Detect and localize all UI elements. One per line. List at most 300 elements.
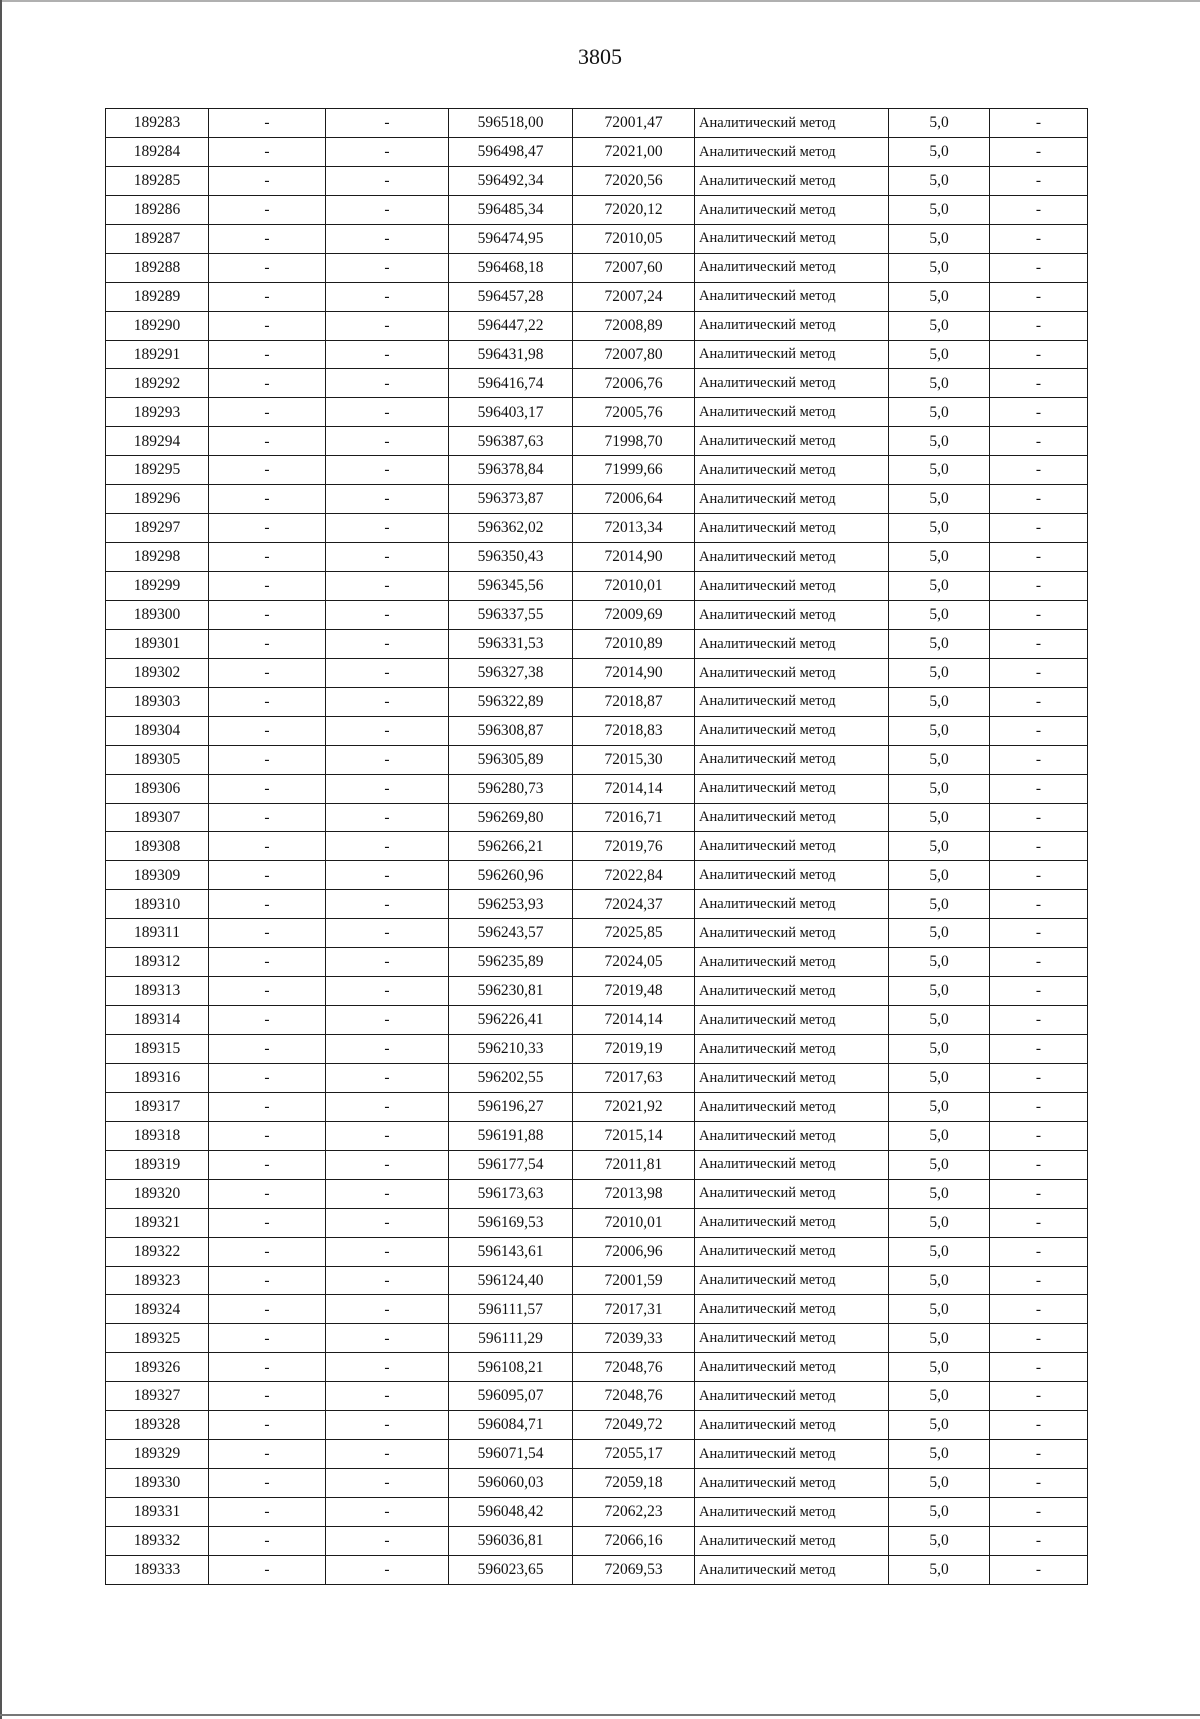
table-row — [106, 398, 1088, 427]
accuracy-cell: 5,0 — [889, 1150, 990, 1179]
point-id-cell: 189310 — [106, 890, 209, 919]
table-row — [106, 803, 1088, 832]
empty-cell-2: - — [326, 1092, 449, 1121]
point-id-cell: 189322 — [106, 1237, 209, 1266]
empty-cell-1: - — [209, 1526, 326, 1555]
empty-cell-3: - — [990, 1208, 1088, 1237]
coord-y-cell: 72069,53 — [573, 1555, 695, 1584]
point-id-cell: 189298 — [106, 543, 209, 572]
coord-x-cell: 596447,22 — [449, 311, 573, 340]
coord-y-cell: 72006,96 — [573, 1237, 695, 1266]
empty-cell-1: - — [209, 109, 326, 138]
empty-cell-2: - — [326, 861, 449, 890]
empty-cell-3: - — [990, 1555, 1088, 1584]
table-row — [106, 109, 1088, 138]
method-cell: Аналитический метод — [695, 137, 889, 166]
empty-cell-1: - — [209, 1179, 326, 1208]
accuracy-cell: 5,0 — [889, 1179, 990, 1208]
empty-cell-1: - — [209, 572, 326, 601]
accuracy-cell: 5,0 — [889, 166, 990, 195]
empty-cell-1: - — [209, 1063, 326, 1092]
table-row — [106, 1411, 1088, 1440]
accuracy-cell: 5,0 — [889, 1092, 990, 1121]
coord-x-cell: 596474,95 — [449, 224, 573, 253]
point-id-cell: 189283 — [106, 109, 209, 138]
accuracy-cell: 5,0 — [889, 977, 990, 1006]
table-row — [106, 253, 1088, 282]
method-cell: Аналитический метод — [695, 1092, 889, 1121]
coord-x-cell: 596253,93 — [449, 890, 573, 919]
accuracy-cell: 5,0 — [889, 340, 990, 369]
table-row — [106, 1006, 1088, 1035]
method-cell: Аналитический метод — [695, 1295, 889, 1324]
method-cell: Аналитический метод — [695, 890, 889, 919]
accuracy-cell: 5,0 — [889, 1295, 990, 1324]
accuracy-cell: 5,0 — [889, 832, 990, 861]
coord-x-cell: 596305,89 — [449, 745, 573, 774]
method-cell: Аналитический метод — [695, 948, 889, 977]
coord-y-cell: 72017,31 — [573, 1295, 695, 1324]
method-cell: Аналитический метод — [695, 543, 889, 572]
point-id-cell: 189289 — [106, 282, 209, 311]
empty-cell-3: - — [990, 137, 1088, 166]
coord-x-cell: 596023,65 — [449, 1555, 573, 1584]
empty-cell-2: - — [326, 224, 449, 253]
empty-cell-2: - — [326, 340, 449, 369]
table-row — [106, 919, 1088, 948]
coord-x-cell: 596403,17 — [449, 398, 573, 427]
empty-cell-3: - — [990, 1498, 1088, 1527]
empty-cell-2: - — [326, 1353, 449, 1382]
coord-y-cell: 72019,19 — [573, 1035, 695, 1064]
table-row — [106, 1121, 1088, 1150]
scan-edge-left — [0, 0, 2, 1719]
table-row — [106, 1353, 1088, 1382]
coord-x-cell: 596345,56 — [449, 572, 573, 601]
empty-cell-3: - — [990, 340, 1088, 369]
empty-cell-1: - — [209, 195, 326, 224]
empty-cell-3: - — [990, 369, 1088, 398]
method-cell: Аналитический метод — [695, 629, 889, 658]
page-number: 3805 — [578, 44, 622, 69]
coord-x-cell: 596260,96 — [449, 861, 573, 890]
empty-cell-2: - — [326, 1382, 449, 1411]
empty-cell-2: - — [326, 1469, 449, 1498]
empty-cell-2: - — [326, 109, 449, 138]
coord-x-cell: 596048,42 — [449, 1498, 573, 1527]
method-cell: Аналитический метод — [695, 1353, 889, 1382]
empty-cell-2: - — [326, 803, 449, 832]
accuracy-cell: 5,0 — [889, 398, 990, 427]
accuracy-cell: 5,0 — [889, 716, 990, 745]
empty-cell-3: - — [990, 1411, 1088, 1440]
coord-y-cell: 72014,14 — [573, 1006, 695, 1035]
coord-y-cell: 72008,89 — [573, 311, 695, 340]
table-row — [106, 1382, 1088, 1411]
empty-cell-2: - — [326, 1179, 449, 1208]
empty-cell-3: - — [990, 456, 1088, 485]
coord-x-cell: 596492,34 — [449, 166, 573, 195]
accuracy-cell: 5,0 — [889, 137, 990, 166]
method-cell: Аналитический метод — [695, 1063, 889, 1092]
accuracy-cell: 5,0 — [889, 803, 990, 832]
empty-cell-3: - — [990, 745, 1088, 774]
point-id-cell: 189292 — [106, 369, 209, 398]
empty-cell-3: - — [990, 224, 1088, 253]
point-id-cell: 189313 — [106, 977, 209, 1006]
point-id-cell: 189319 — [106, 1150, 209, 1179]
coord-x-cell: 596226,41 — [449, 1006, 573, 1035]
empty-cell-1: - — [209, 514, 326, 543]
table-row — [106, 1150, 1088, 1179]
coord-y-cell: 72010,01 — [573, 1208, 695, 1237]
method-cell: Аналитический метод — [695, 600, 889, 629]
empty-cell-1: - — [209, 543, 326, 572]
empty-cell-3: - — [990, 1179, 1088, 1208]
empty-cell-1: - — [209, 803, 326, 832]
coord-y-cell: 72020,56 — [573, 166, 695, 195]
empty-cell-1: - — [209, 1440, 326, 1469]
coord-x-cell: 596518,00 — [449, 109, 573, 138]
empty-cell-2: - — [326, 456, 449, 485]
table-row — [106, 166, 1088, 195]
coord-x-cell: 596280,73 — [449, 774, 573, 803]
method-cell: Аналитический метод — [695, 1498, 889, 1527]
empty-cell-1: - — [209, 1035, 326, 1064]
empty-cell-2: - — [326, 745, 449, 774]
empty-cell-3: - — [990, 109, 1088, 138]
coord-y-cell: 72006,64 — [573, 485, 695, 514]
accuracy-cell: 5,0 — [889, 195, 990, 224]
point-id-cell: 189304 — [106, 716, 209, 745]
method-cell: Аналитический метод — [695, 803, 889, 832]
empty-cell-3: - — [990, 1237, 1088, 1266]
empty-cell-2: - — [326, 1150, 449, 1179]
table-row — [106, 1092, 1088, 1121]
empty-cell-3: - — [990, 311, 1088, 340]
coord-y-cell: 72007,80 — [573, 340, 695, 369]
method-cell: Аналитический метод — [695, 253, 889, 282]
point-id-cell: 189308 — [106, 832, 209, 861]
coord-y-cell: 72013,98 — [573, 1179, 695, 1208]
empty-cell-2: - — [326, 253, 449, 282]
accuracy-cell: 5,0 — [889, 919, 990, 948]
accuracy-cell: 5,0 — [889, 282, 990, 311]
point-id-cell: 189332 — [106, 1526, 209, 1555]
point-id-cell: 189318 — [106, 1121, 209, 1150]
table-row — [106, 1179, 1088, 1208]
point-id-cell: 189303 — [106, 687, 209, 716]
coord-y-cell: 72015,30 — [573, 745, 695, 774]
empty-cell-1: - — [209, 1555, 326, 1584]
empty-cell-2: - — [326, 1006, 449, 1035]
empty-cell-1: - — [209, 485, 326, 514]
empty-cell-2: - — [326, 658, 449, 687]
coord-y-cell: 72039,33 — [573, 1324, 695, 1353]
coord-x-cell: 596111,57 — [449, 1295, 573, 1324]
accuracy-cell: 5,0 — [889, 629, 990, 658]
coord-x-cell: 596108,21 — [449, 1353, 573, 1382]
accuracy-cell: 5,0 — [889, 861, 990, 890]
empty-cell-3: - — [990, 1382, 1088, 1411]
empty-cell-3: - — [990, 1035, 1088, 1064]
accuracy-cell: 5,0 — [889, 514, 990, 543]
coord-y-cell: 72024,37 — [573, 890, 695, 919]
accuracy-cell: 5,0 — [889, 1469, 990, 1498]
empty-cell-3: - — [990, 832, 1088, 861]
point-id-cell: 189291 — [106, 340, 209, 369]
empty-cell-2: - — [326, 543, 449, 572]
coord-x-cell: 596173,63 — [449, 1179, 573, 1208]
empty-cell-3: - — [990, 1440, 1088, 1469]
empty-cell-2: - — [326, 514, 449, 543]
coord-x-cell: 596071,54 — [449, 1440, 573, 1469]
point-id-cell: 189284 — [106, 137, 209, 166]
empty-cell-3: - — [990, 890, 1088, 919]
method-cell: Аналитический метод — [695, 774, 889, 803]
coord-x-cell: 596266,21 — [449, 832, 573, 861]
coord-x-cell: 596373,87 — [449, 485, 573, 514]
method-cell: Аналитический метод — [695, 1006, 889, 1035]
empty-cell-1: - — [209, 427, 326, 456]
table-row — [106, 1555, 1088, 1584]
method-cell: Аналитический метод — [695, 514, 889, 543]
coord-y-cell: 72009,69 — [573, 600, 695, 629]
point-id-cell: 189312 — [106, 948, 209, 977]
accuracy-cell: 5,0 — [889, 369, 990, 398]
accuracy-cell: 5,0 — [889, 1526, 990, 1555]
accuracy-cell: 5,0 — [889, 253, 990, 282]
coord-y-cell: 72021,92 — [573, 1092, 695, 1121]
coord-x-cell: 596036,81 — [449, 1526, 573, 1555]
empty-cell-3: - — [990, 774, 1088, 803]
table-row — [106, 224, 1088, 253]
accuracy-cell: 5,0 — [889, 311, 990, 340]
table-row — [106, 977, 1088, 1006]
table-row — [106, 1035, 1088, 1064]
point-id-cell: 189301 — [106, 629, 209, 658]
empty-cell-1: - — [209, 1353, 326, 1382]
table-row — [106, 1324, 1088, 1353]
coord-x-cell: 596060,03 — [449, 1469, 573, 1498]
accuracy-cell: 5,0 — [889, 745, 990, 774]
accuracy-cell: 5,0 — [889, 1440, 990, 1469]
empty-cell-3: - — [990, 195, 1088, 224]
table-row — [106, 774, 1088, 803]
point-id-cell: 189286 — [106, 195, 209, 224]
method-cell: Аналитический метод — [695, 1469, 889, 1498]
method-cell: Аналитический метод — [695, 1179, 889, 1208]
table-row — [106, 572, 1088, 601]
coord-x-cell: 596143,61 — [449, 1237, 573, 1266]
table-row — [106, 1295, 1088, 1324]
accuracy-cell: 5,0 — [889, 109, 990, 138]
coord-y-cell: 72007,60 — [573, 253, 695, 282]
coord-x-cell: 596331,53 — [449, 629, 573, 658]
point-id-cell: 189305 — [106, 745, 209, 774]
empty-cell-3: - — [990, 1295, 1088, 1324]
point-id-cell: 189323 — [106, 1266, 209, 1295]
coord-y-cell: 72022,84 — [573, 861, 695, 890]
table-row — [106, 629, 1088, 658]
method-cell: Аналитический метод — [695, 427, 889, 456]
method-cell: Аналитический метод — [695, 282, 889, 311]
empty-cell-1: - — [209, 629, 326, 658]
empty-cell-2: - — [326, 1237, 449, 1266]
method-cell: Аналитический метод — [695, 224, 889, 253]
coord-y-cell: 72019,48 — [573, 977, 695, 1006]
empty-cell-3: - — [990, 977, 1088, 1006]
empty-cell-3: - — [990, 1353, 1088, 1382]
table-row — [106, 600, 1088, 629]
empty-cell-3: - — [990, 861, 1088, 890]
empty-cell-1: - — [209, 658, 326, 687]
table-row — [106, 1498, 1088, 1527]
accuracy-cell: 5,0 — [889, 456, 990, 485]
method-cell: Аналитический метод — [695, 977, 889, 1006]
coord-x-cell: 596269,80 — [449, 803, 573, 832]
coord-x-cell: 596084,71 — [449, 1411, 573, 1440]
accuracy-cell: 5,0 — [889, 687, 990, 716]
point-id-cell: 189288 — [106, 253, 209, 282]
method-cell: Аналитический метод — [695, 485, 889, 514]
accuracy-cell: 5,0 — [889, 1498, 990, 1527]
method-cell: Аналитический метод — [695, 1555, 889, 1584]
point-id-cell: 189290 — [106, 311, 209, 340]
point-id-cell: 189306 — [106, 774, 209, 803]
empty-cell-1: - — [209, 311, 326, 340]
empty-cell-3: - — [990, 253, 1088, 282]
empty-cell-2: - — [326, 1266, 449, 1295]
method-cell: Аналитический метод — [695, 1121, 889, 1150]
accuracy-cell: 5,0 — [889, 572, 990, 601]
table-row — [106, 687, 1088, 716]
point-id-cell: 189325 — [106, 1324, 209, 1353]
coord-y-cell: 72011,81 — [573, 1150, 695, 1179]
empty-cell-2: - — [326, 629, 449, 658]
table-row — [106, 195, 1088, 224]
table-row — [106, 1237, 1088, 1266]
coord-x-cell: 596468,18 — [449, 253, 573, 282]
table-row — [106, 890, 1088, 919]
coord-x-cell: 596202,55 — [449, 1063, 573, 1092]
coord-x-cell: 596457,28 — [449, 282, 573, 311]
empty-cell-2: - — [326, 948, 449, 977]
empty-cell-1: - — [209, 1266, 326, 1295]
point-id-cell: 189309 — [106, 861, 209, 890]
coord-y-cell: 72020,12 — [573, 195, 695, 224]
coord-y-cell: 72048,76 — [573, 1382, 695, 1411]
accuracy-cell: 5,0 — [889, 1006, 990, 1035]
coord-x-cell: 596362,02 — [449, 514, 573, 543]
method-cell: Аналитический метод — [695, 1382, 889, 1411]
point-id-cell: 189297 — [106, 514, 209, 543]
empty-cell-1: - — [209, 1295, 326, 1324]
empty-cell-1: - — [209, 253, 326, 282]
coord-y-cell: 72010,01 — [573, 572, 695, 601]
empty-cell-2: - — [326, 282, 449, 311]
method-cell: Аналитический метод — [695, 1526, 889, 1555]
table-row — [106, 369, 1088, 398]
accuracy-cell: 5,0 — [889, 1353, 990, 1382]
empty-cell-1: - — [209, 1121, 326, 1150]
scan-edge-bottom — [0, 1714, 1200, 1716]
empty-cell-2: - — [326, 1498, 449, 1527]
coord-y-cell: 72013,34 — [573, 514, 695, 543]
method-cell: Аналитический метод — [695, 340, 889, 369]
coord-x-cell: 596124,40 — [449, 1266, 573, 1295]
coord-y-cell: 72015,14 — [573, 1121, 695, 1150]
table-row — [106, 716, 1088, 745]
method-cell: Аналитический метод — [695, 369, 889, 398]
coord-x-cell: 596308,87 — [449, 716, 573, 745]
method-cell: Аналитический метод — [695, 1035, 889, 1064]
empty-cell-3: - — [990, 1469, 1088, 1498]
method-cell: Аналитический метод — [695, 1208, 889, 1237]
coord-x-cell: 596210,33 — [449, 1035, 573, 1064]
empty-cell-2: - — [326, 369, 449, 398]
empty-cell-3: - — [990, 948, 1088, 977]
coord-x-cell: 596230,81 — [449, 977, 573, 1006]
table-row — [106, 745, 1088, 774]
method-cell: Аналитический метод — [695, 195, 889, 224]
table-row — [106, 1063, 1088, 1092]
coord-x-cell: 596350,43 — [449, 543, 573, 572]
empty-cell-1: - — [209, 1150, 326, 1179]
empty-cell-3: - — [990, 514, 1088, 543]
coord-x-cell: 596485,34 — [449, 195, 573, 224]
table-row — [106, 340, 1088, 369]
empty-cell-1: - — [209, 456, 326, 485]
coord-y-cell: 72006,76 — [573, 369, 695, 398]
point-id-cell: 189317 — [106, 1092, 209, 1121]
empty-cell-2: - — [326, 1121, 449, 1150]
coord-x-cell: 596327,38 — [449, 658, 573, 687]
method-cell: Аналитический метод — [695, 861, 889, 890]
table-body — [106, 109, 1088, 1585]
empty-cell-2: - — [326, 1526, 449, 1555]
point-id-cell: 189326 — [106, 1353, 209, 1382]
coord-x-cell: 596095,07 — [449, 1382, 573, 1411]
empty-cell-2: - — [326, 137, 449, 166]
accuracy-cell: 5,0 — [889, 1266, 990, 1295]
method-cell: Аналитический метод — [695, 166, 889, 195]
empty-cell-3: - — [990, 1006, 1088, 1035]
empty-cell-3: - — [990, 919, 1088, 948]
empty-cell-3: - — [990, 282, 1088, 311]
method-cell: Аналитический метод — [695, 1440, 889, 1469]
empty-cell-3: - — [990, 166, 1088, 195]
empty-cell-3: - — [990, 716, 1088, 745]
empty-cell-2: - — [326, 687, 449, 716]
empty-cell-2: - — [326, 1035, 449, 1064]
empty-cell-2: - — [326, 977, 449, 1006]
coord-x-cell: 596498,47 — [449, 137, 573, 166]
method-cell: Аналитический метод — [695, 311, 889, 340]
point-id-cell: 189293 — [106, 398, 209, 427]
coord-y-cell: 72025,85 — [573, 919, 695, 948]
accuracy-cell: 5,0 — [889, 1411, 990, 1440]
empty-cell-2: - — [326, 774, 449, 803]
empty-cell-1: - — [209, 1498, 326, 1527]
empty-cell-1: - — [209, 774, 326, 803]
point-id-cell: 189296 — [106, 485, 209, 514]
coord-y-cell: 72048,76 — [573, 1353, 695, 1382]
point-id-cell: 189328 — [106, 1411, 209, 1440]
empty-cell-1: - — [209, 282, 326, 311]
method-cell: Аналитический метод — [695, 398, 889, 427]
empty-cell-2: - — [326, 398, 449, 427]
